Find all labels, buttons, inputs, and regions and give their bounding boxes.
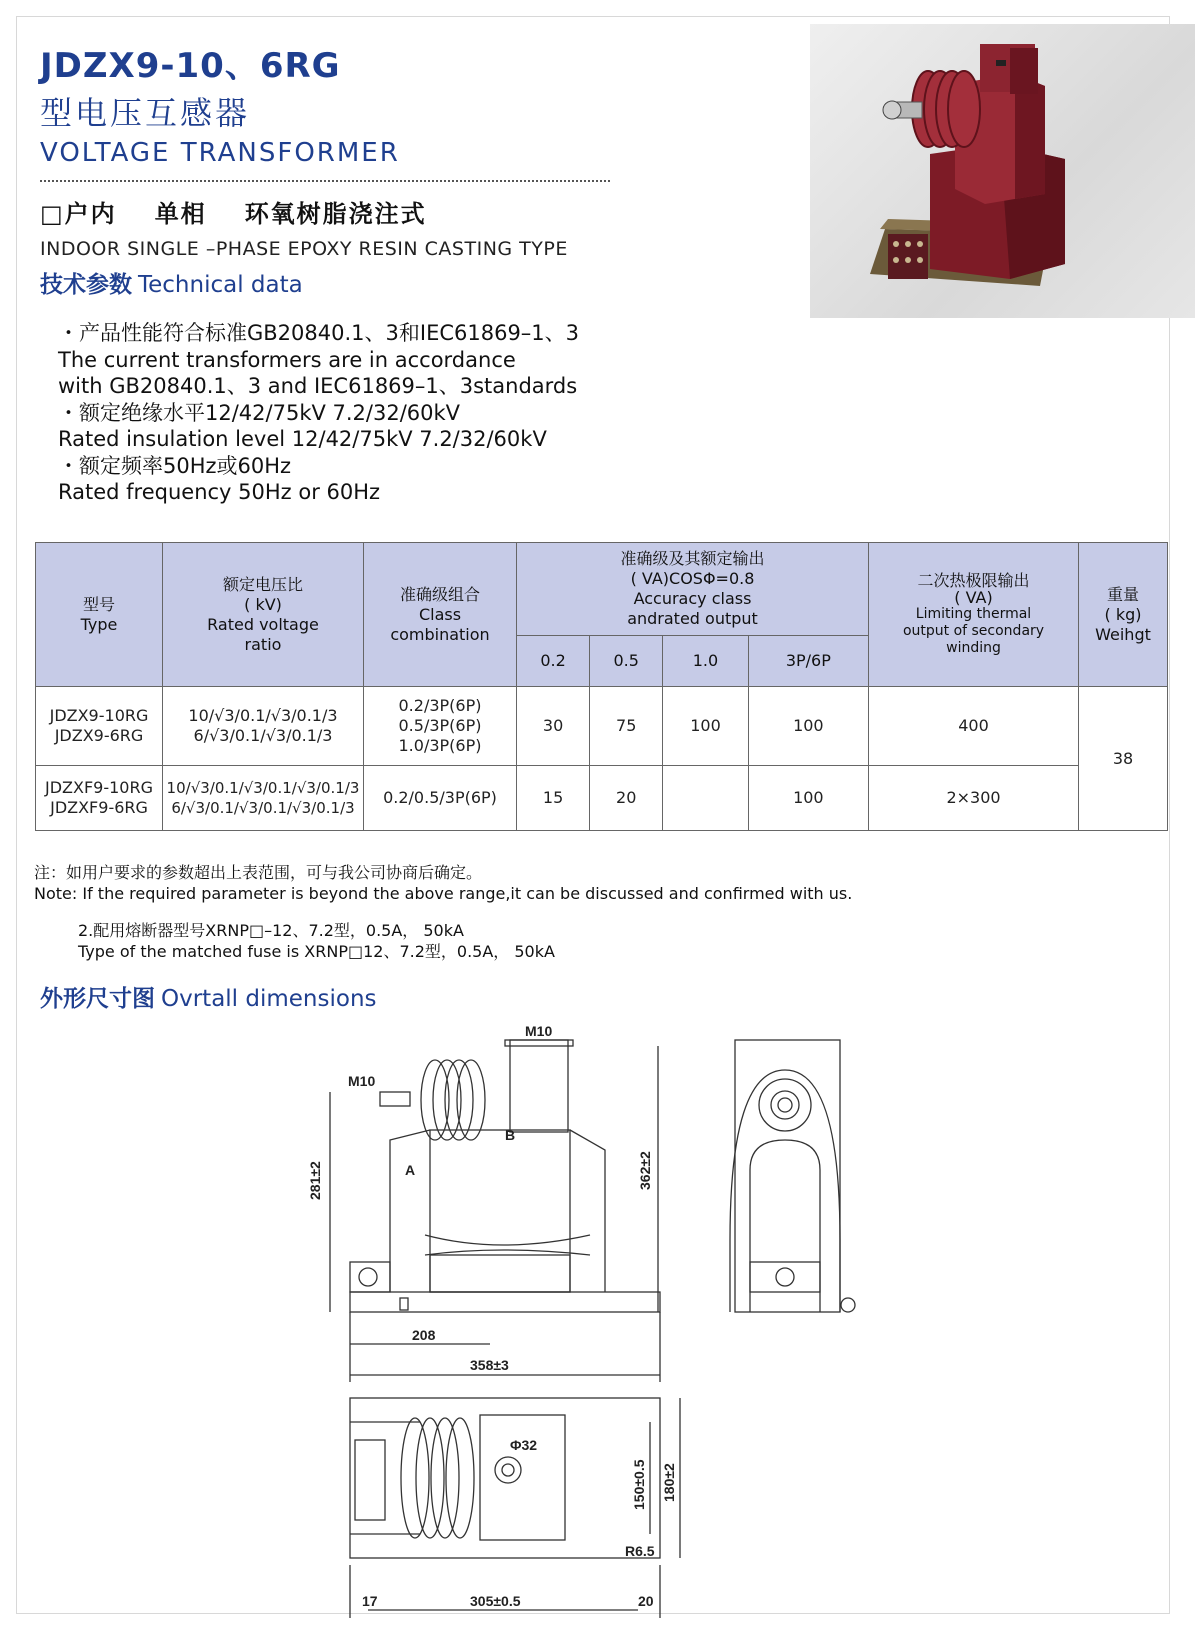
tech-heading-cn: 技术参数 (40, 272, 132, 298)
dotted-divider (40, 180, 610, 182)
dim-section-heading (40, 980, 377, 1013)
cell-ratio (163, 766, 364, 831)
col-05-header: 0.5 (590, 636, 663, 687)
label-281: 281±2 (307, 1161, 323, 1200)
col-10-header: 1.0 (663, 636, 748, 687)
table-note (34, 862, 852, 904)
header-line: 准确级及其额定输出 (620, 549, 765, 568)
cell-thermal: 2×300 (869, 766, 1079, 831)
header-line: Limiting thermal (915, 606, 1032, 622)
header-line: combination (390, 624, 490, 644)
label-m10-top: M10 (525, 1023, 553, 1039)
table-row (36, 687, 1168, 766)
cell-weight: 38 (1079, 687, 1168, 831)
feature-single-phase: 单相 (154, 200, 207, 228)
cell-line: 0.2/3P(6P) (398, 696, 482, 715)
spec-line: Rated frequency 50Hz or 60Hz (58, 480, 381, 504)
header-line: output of secondary (902, 623, 1045, 639)
cell-line: 10/√3/0.1/√3/0.1/3 (188, 706, 338, 725)
cell-class (364, 766, 517, 831)
cell-line: 0.2/0.5/3P(6P) (383, 788, 497, 807)
dim-heading-en: Ovrtall dimensions (161, 986, 377, 1012)
table-header-row (36, 543, 1168, 636)
tech-heading-en: Technical data (138, 272, 303, 298)
product-name-cn: 型电压互感器 (40, 94, 251, 132)
cell-type (36, 766, 163, 831)
table-row (36, 766, 1168, 831)
feature-cn (40, 194, 465, 229)
label-358: 358±3 (470, 1357, 509, 1373)
header-line: winding (946, 640, 1001, 656)
header-line: ( VA)COSΦ=0.8 (630, 569, 755, 588)
header-line: andrated output (627, 609, 758, 628)
cell-02: 30 (517, 687, 590, 766)
header-line: Rated voltage (207, 614, 319, 634)
label-362: 362±2 (637, 1151, 653, 1190)
header-line: Weihgt (1095, 624, 1151, 644)
header-line: Class (418, 604, 462, 624)
spec-line: Rated insulation level 12/42/75kV 7.2/32/60kV (58, 427, 547, 451)
cell-3p6p: 100 (748, 687, 868, 766)
cell-ratio (163, 687, 364, 766)
feature-epoxy: 环氧树脂浇注式 (244, 200, 427, 228)
transformer-photo-icon (810, 24, 1195, 318)
label-b: B (505, 1127, 516, 1143)
spec-line: with GB20840.1、3 and IEC61869–1、3standards (58, 374, 578, 398)
label-d32: Φ32 (510, 1437, 538, 1453)
cell-line: 0.5/3P(6P) (398, 716, 482, 735)
note-en: Note: If the required parameter is beyond the above range,it can be discussed and confirmed with us. (34, 884, 853, 903)
label-17: 17 (362, 1593, 378, 1609)
col-thermal-header (869, 543, 1079, 687)
cell-02: 15 (517, 766, 590, 831)
label-a: A (405, 1162, 416, 1178)
col-class-header (364, 543, 517, 687)
dimension-drawing (307, 1023, 930, 1620)
spec-line: ・产品性能符合标准GB20840.1、3和IEC61869–1、3 (58, 321, 580, 345)
technical-data-table (35, 542, 1168, 831)
cell-line: JDZXF9-10RG (45, 778, 153, 797)
fuse-note (78, 920, 555, 962)
cell-thermal: 400 (869, 687, 1079, 766)
cell-3p6p: 100 (748, 766, 868, 831)
cell-line: 6/√3/0.1/√3/0.1/3 (193, 726, 333, 745)
spec-line: ・额定绝缘水平12/42/75kV 7.2/32/60kV (58, 400, 461, 425)
label-r65: R6.5 (625, 1543, 655, 1559)
header-line: 额定电压比 (222, 574, 303, 594)
header-line: 重量 (1106, 584, 1139, 604)
cell-line: JDZX9-10RG (49, 706, 149, 725)
cell-10: 100 (663, 687, 748, 766)
cell-line: JDZX9-6RG (54, 726, 144, 745)
cell-05: 75 (590, 687, 663, 766)
spec-line: The current transformers are in accordance (58, 347, 516, 372)
product-model: JDZX9-10、6RG (40, 46, 341, 86)
product-name-en: VOLTAGE TRANSFORMER (40, 138, 400, 168)
fuse-cn: 2.配用熔断器型号XRNP□–12、7.2型，0.5A， 50kA (78, 921, 464, 940)
cell-10 (663, 766, 748, 831)
col-ratio-header (163, 543, 364, 687)
dim-heading-cn: 外形尺寸图 (40, 986, 155, 1012)
header-line: 准确级组合 (399, 584, 480, 604)
tech-section-heading (40, 266, 303, 299)
header-line: ratio (244, 634, 282, 654)
label-20: 20 (638, 1593, 654, 1609)
header-line: ( kg) (1104, 604, 1142, 624)
cell-line: 6/√3/0.1/√3/0.1/√3/0.1/3 (171, 799, 355, 817)
cell-05: 20 (590, 766, 663, 831)
cell-line: 1.0/3P(6P) (398, 736, 482, 755)
col-weight-header (1079, 543, 1168, 687)
note-cn: 注：如用户要求的参数超出上表范围，可与我公司协商后确定。 (34, 863, 483, 882)
spec-line: ・额定频率50Hz或60Hz (58, 453, 292, 478)
label-m10-side: M10 (348, 1073, 376, 1089)
header-line: Accuracy class (633, 589, 752, 608)
fuse-en: Type of the matched fuse is XRNP□12、7.2型，0.5A， 50kA (78, 942, 555, 961)
header-line: 型号 (82, 594, 115, 614)
col-3p6p-header: 3P/6P (748, 636, 868, 687)
label-305: 305±0.5 (470, 1593, 521, 1609)
spec-list (58, 320, 579, 506)
feature-en: INDOOR SINGLE –PHASE EPOXY RESIN CASTING TYPE (40, 238, 568, 260)
feature-indoor: □户内 (40, 200, 117, 228)
cell-line: JDZXF9-6RG (50, 798, 148, 817)
header-line: 二次热极限输出 (917, 571, 1030, 590)
cell-type (36, 687, 163, 766)
header-line: ( VA) (954, 588, 993, 607)
label-208: 208 (412, 1327, 436, 1343)
label-180: 180±2 (661, 1463, 677, 1502)
col-accuracy-header (517, 543, 869, 636)
product-photo (810, 24, 1195, 318)
col-02-header: 0.2 (517, 636, 590, 687)
cell-line: 10/√3/0.1/√3/0.1/√3/0.1/3 (166, 779, 360, 797)
header-line: ( kV) (244, 594, 282, 614)
label-150: 150±0.5 (631, 1459, 647, 1510)
header-line: Type (80, 614, 118, 634)
col-type-header (36, 543, 163, 687)
cell-class (364, 687, 517, 766)
